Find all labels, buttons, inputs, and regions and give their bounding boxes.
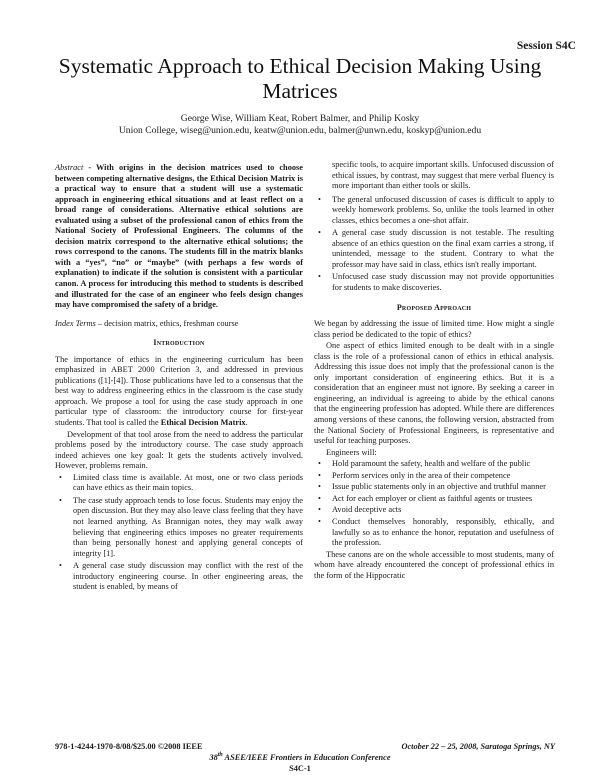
list-item-text: A general case study discussion may conflict with the rest of the introductory engineering course. In other engineering areas, the student is enabled, by means of <box>73 561 303 592</box>
intro-bullet-list <box>55 473 303 593</box>
footer-date-location: October 22 – 25, 2008, Saratoga Springs, NY <box>401 742 555 751</box>
bullet-icon: • <box>318 482 321 492</box>
intro-paragraph-2: Development of that tool arose from the need to address the particular problems posed by the introductory course. The case study approach indeed achieves one key goal: It gets the students actively involved. However, problems remain. <box>55 429 303 471</box>
list-item <box>55 561 303 593</box>
intro-bold-term: Ethical Decision Matrix <box>160 418 246 428</box>
list-item-text: The case study approach tends to lose focus. Students may enjoy the open discussion. But they may also leave class feeling that they have not learned anything. As Brannigan notes, they may walk away believing that engineering ethics imposes no greater requirements than being personally honest and applying general concepts of integrity [1]. <box>73 495 303 558</box>
footer-isbn: 978-1-4244-1970-8/08/$25.00 ©2008 IEEE <box>55 742 203 751</box>
list-item-text: Avoid deceptive acts <box>332 505 402 515</box>
right-column <box>314 160 554 582</box>
list-item <box>314 228 554 270</box>
intro-text-end: . <box>245 418 248 428</box>
section-heading-proposed-approach: Proposed Approach <box>396 302 472 312</box>
left-column <box>55 163 303 595</box>
list-item <box>314 505 554 516</box>
list-item-text: A general case study discussion is not testable. The resulting absence of an ethics question on the final exam carries a strong, if unintended, message to the student. Contrary to what the professor may have said in class, ethics isn't really important. <box>332 228 554 269</box>
list-item <box>314 195 554 227</box>
list-item-text: Act for each employer or client as faithful agents or trustees <box>332 493 533 503</box>
abstract <box>55 163 303 311</box>
approach-paragraph-1: We began by addressing the issue of limited time. How might a single class period be dedicated to the topic of ethics? <box>314 319 554 339</box>
list-item-text: Perform services only in the area of their competence <box>332 470 511 480</box>
approach-paragraph-3: Engineers will: <box>326 447 377 457</box>
list-item <box>314 459 554 470</box>
bullet-icon: • <box>318 194 321 204</box>
list-item-text: Hold paramount the safety, health and welfare of the public <box>332 459 531 469</box>
footer-conference <box>0 752 600 762</box>
author-affiliation: Union College, wiseg@union.edu, keatw@union.edu, balmer@unwn.edu, koskyp@union.edu <box>118 125 482 136</box>
list-item-text: Issue public statements only in an objective and truthful manner <box>332 482 546 492</box>
approach-paragraph-2: One aspect of ethics limited enough to be dealt with in a single class is the role of a professional canon of ethics in ethical analysis. Addressing this issue does not imply that the professional canon is the only important consideration of engineering ethics. But it is a consideration that an engineer must not ignore. By seeking a career in engineering, an individual is agreeing to abide by the ethical canons that the engineering profession has adopted. While there are differences among versions of these canons, the following version, abstracted from the National Society of Professional Engineers, is representative and useful for teaching purposes. <box>314 341 554 446</box>
problems-bullet-list <box>314 195 554 294</box>
footer-conf-suffix: th <box>217 752 223 758</box>
bullet-icon: • <box>318 228 321 238</box>
intro-text: The importance of ethics in the engineering curriculum has been emphasized in ABET 2000 Criterion 3, and addressed in previous publications ([1]-[4]). Those publications have led to a consensus that the best way to address engineering ethics in the classroom is the case study approach. We propose a tool for using the case study approach in one particular type of classroom: the introductory course for first-year students. That tool is called the <box>55 354 303 428</box>
abstract-body: - With origins in the decision matrices used to choose between competing alternative designs, the Ethical Decision Matrix is a practical way to ensure that a student will use a systematic approach in engineering ethical situations and at least reflect on a broad range of considerations. Alternative ethical solutions are evaluated using a subset of the professional canon of ethics from the National Society of Professional Engineers. The columns of the decision matrix correspond to the alternative ethical solutions; the rows correspond to the canons. The students fill in the matrix blanks with a “yes”, “no” or “maybe” (with perhaps a few words of explanation) to indicate if the solution is consistent with a particular canon. A process for introducing this method to students is described and illustrated for the case of an engineer who feels design changes may have compromised the safety of a bridge. <box>55 163 303 310</box>
list-item <box>55 496 303 559</box>
bullet-continuation: specific tools, to acquire important skills. Unfocused discussion of ethical issues, by contrast, may suggest that mere verbal fluency is more important than either tools or skills. <box>332 160 554 191</box>
author-names: George Wise, William Keat, Robert Balmer, and Philip Kosky <box>180 113 420 124</box>
list-item <box>314 517 554 549</box>
bullet-icon: • <box>59 472 62 482</box>
bullet-icon: • <box>318 459 321 469</box>
bullet-icon: • <box>318 470 321 480</box>
footer-conf-name: ASEE/IEEE Frontiers in Education Conference <box>222 752 391 762</box>
index-terms-body: – decision matrix, ethics, freshman course <box>95 318 239 328</box>
section-heading-introduction: Introduction <box>153 338 205 348</box>
bullet-icon: • <box>59 495 62 505</box>
abstract-label: Abstract <box>55 163 84 172</box>
list-item-text: Conduct themselves honorably, responsibly, ethically, and lawfully so as to enhance the honor, reputation and usefulness of the profession. <box>332 516 554 548</box>
list-item <box>314 494 554 505</box>
list-item-text: Limited class time is available. At most, one or two class periods can have ethics as their main topics. <box>73 472 303 493</box>
bullet-icon: • <box>318 272 321 282</box>
bullet-icon: • <box>318 516 321 526</box>
bullet-icon: • <box>59 561 62 571</box>
author-block <box>40 113 560 137</box>
footer-conf-number: 38 <box>209 752 218 762</box>
list-item <box>314 482 554 493</box>
approach-paragraph-4: These canons are on the whole accessible to most students, many of whom have already encountered the concept of professional ethics in the form of the Hippocratic <box>314 549 554 580</box>
intro-paragraph-1 <box>55 355 303 429</box>
index-terms <box>55 319 303 330</box>
canons-list <box>314 459 554 548</box>
list-item-text: Unfocused case study discussion may not provide opportunities for students to make discoveries. <box>332 272 554 293</box>
index-terms-label: Index Terms <box>55 318 96 328</box>
list-item-text: The general unfocused discussion of cases is difficult to apply to weekly homework problems. So, unlike the tools learned in other classes, ethics becomes a one-shot affair. <box>332 194 554 225</box>
list-item <box>314 471 554 482</box>
bullet-icon: • <box>318 493 321 503</box>
session-label: Session S4C <box>516 40 576 52</box>
page-number: S4C-1 <box>289 764 311 773</box>
list-item <box>55 473 303 494</box>
paper-title: Systematic Approach to Ethical Decision Making Using Matrices <box>58 54 542 103</box>
bullet-icon: • <box>318 505 321 515</box>
list-item <box>314 272 554 293</box>
